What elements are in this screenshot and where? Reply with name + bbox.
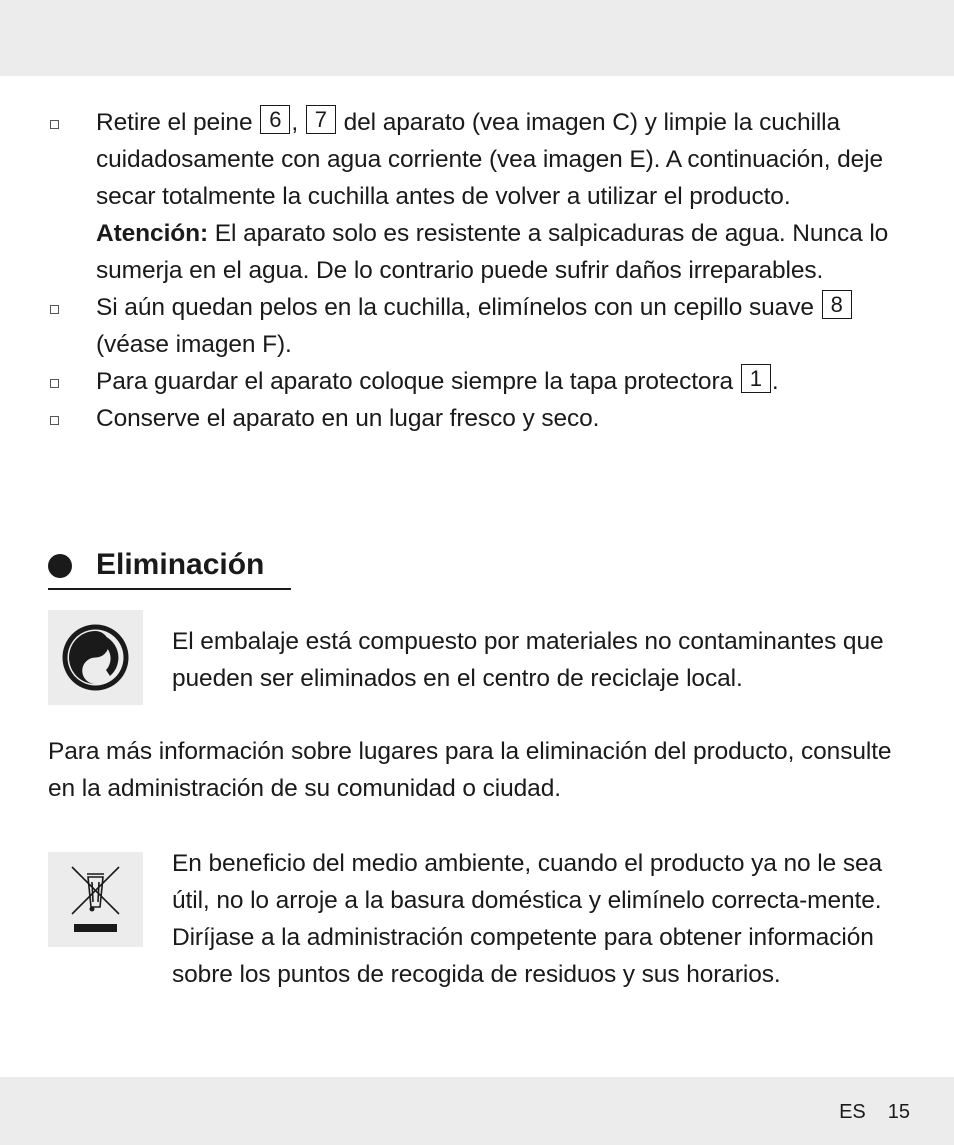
attention-text: El aparato solo es resistente a salpicaduras de agua. Nunca lo sumerja en el agua. De lo contrario puede sufrir daños irreparables. bbox=[96, 220, 889, 284]
list-item bbox=[48, 363, 918, 400]
attention-label: Atención: bbox=[96, 220, 209, 247]
checkbox-bullet-icon bbox=[50, 120, 59, 129]
crossed-out-wheelie-bin-icon bbox=[48, 852, 143, 947]
weee-text: En beneficio del medio ambiente, cuando el producto ya no le sea útil, no lo arroje a la basura doméstica y elimínelo correcta-mente. Diríjase a la administración competente para obtener información sobre los puntos de recogida de residuos y sus horarios. bbox=[172, 850, 883, 988]
separator: , bbox=[291, 109, 305, 136]
green-dot-recycling-icon bbox=[48, 610, 143, 705]
checkbox-bullet-icon bbox=[50, 416, 59, 425]
checkbox-bullet-icon bbox=[50, 305, 59, 314]
list-item bbox=[48, 104, 918, 289]
checkbox-bullet-icon bbox=[50, 379, 59, 388]
list-item bbox=[48, 400, 918, 437]
language-code: ES bbox=[839, 1101, 866, 1123]
item-text: Conserve el aparato en un lugar fresco y seco. bbox=[96, 405, 600, 432]
disposal-info-text: Para más información sobre lugares para la eliminación del producto, consulte en la administración de su comunidad o ciudad. bbox=[48, 738, 892, 802]
part-reference-7: 7 bbox=[306, 105, 336, 134]
item-text: (véase imagen F). bbox=[96, 331, 292, 358]
page-footer bbox=[839, 1098, 910, 1126]
page-footer-band bbox=[0, 1077, 954, 1145]
part-reference-8: 8 bbox=[822, 290, 852, 319]
part-reference-6: 6 bbox=[260, 105, 290, 134]
packaging-text: El embalaje está compuesto por materiales no contaminantes que pueden ser eliminados en el centro de reciclaje local. bbox=[172, 628, 884, 692]
part-reference-1: 1 bbox=[741, 364, 771, 393]
item-text: Retire el peine bbox=[96, 109, 260, 136]
section-title: Eliminación bbox=[96, 548, 265, 581]
list-item bbox=[48, 289, 918, 363]
item-text: del aparato (vea imagen C) y limpie la cuchilla cuidadosamente con agua corriente (vea imagen E). A continuación, deje secar totalmente la cuchilla antes de volver a utilizar el producto. bbox=[96, 109, 884, 210]
section-heading bbox=[48, 546, 291, 590]
care-instructions-list bbox=[48, 104, 918, 437]
item-text: Si aún quedan pelos en la cuchilla, elimínelos con un cepillo suave bbox=[96, 294, 821, 321]
item-text: Para guardar el aparato coloque siempre la tapa protectora bbox=[96, 368, 740, 395]
page-number: 15 bbox=[887, 1101, 910, 1123]
item-text: . bbox=[771, 368, 779, 395]
bullet-dot-icon bbox=[48, 554, 72, 578]
page-header-band bbox=[0, 0, 954, 76]
